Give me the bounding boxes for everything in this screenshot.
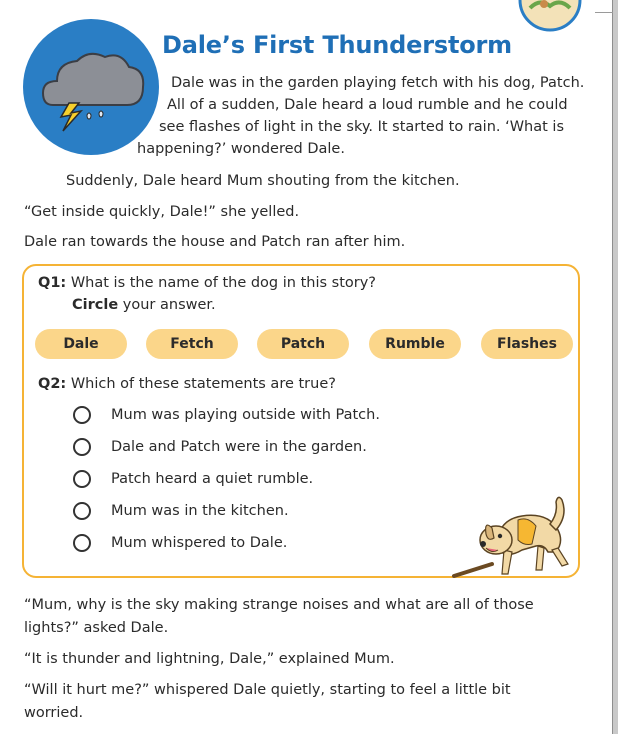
q1-label: Q1: bbox=[38, 275, 67, 291]
window-top-line bbox=[595, 12, 613, 13]
closing-line-1: “Mum, why is the sky making strange noises and what are all of those bbox=[24, 597, 534, 613]
q2-label: Q2: bbox=[38, 376, 67, 392]
answer-option-flashes[interactable]: Flashes bbox=[481, 329, 573, 359]
closing-line-4: “Will it hurt me?” whispered Dale quietly, starting to feel a little bit bbox=[24, 682, 511, 698]
paragraph-2: “Get inside quickly, Dale!” she yelled. bbox=[24, 204, 300, 220]
q2-option-2[interactable] bbox=[73, 435, 367, 459]
answer-option-patch[interactable]: Patch bbox=[257, 329, 349, 359]
q1-instruction-rest: your answer. bbox=[122, 297, 216, 313]
q2-option-label: Mum was playing outside with Patch. bbox=[111, 407, 380, 423]
page-title: Dale’s First Thunderstorm bbox=[162, 31, 512, 59]
q2-option-label: Dale and Patch were in the garden. bbox=[111, 439, 367, 455]
q2-option-label: Mum whispered to Dale. bbox=[111, 535, 288, 551]
radio-button[interactable] bbox=[73, 438, 91, 456]
storm-circle bbox=[23, 19, 159, 155]
radio-button[interactable] bbox=[73, 534, 91, 552]
paragraph-1: Suddenly, Dale heard Mum shouting from the kitchen. bbox=[66, 173, 460, 189]
stick-icon bbox=[454, 564, 492, 576]
radio-button[interactable] bbox=[73, 470, 91, 488]
dog-illustration bbox=[452, 490, 576, 586]
q2-option-3[interactable] bbox=[73, 467, 313, 491]
q2-option-5[interactable] bbox=[73, 531, 287, 555]
intro-line-1: Dale was in the garden playing fetch with his dog, Patch. bbox=[171, 75, 585, 91]
window-edge-line bbox=[612, 0, 613, 734]
answer-option-dale[interactable]: Dale bbox=[35, 329, 127, 359]
q1-instruction bbox=[72, 295, 216, 315]
intro-line-3: see flashes of light in the sky. It started to rain. ‘What is bbox=[159, 119, 565, 135]
answer-option-rumble[interactable]: Rumble bbox=[369, 329, 461, 359]
paragraph-3: Dale ran towards the house and Patch ran after him. bbox=[24, 234, 406, 250]
window-edge bbox=[613, 0, 618, 734]
badge-illustration bbox=[518, 0, 582, 34]
q2-text: Which of these statements are true? bbox=[70, 376, 336, 392]
storm-cloud-icon bbox=[23, 19, 159, 155]
q2-option-label: Mum was in the kitchen. bbox=[111, 503, 289, 519]
answer-option-fetch[interactable]: Fetch bbox=[146, 329, 238, 359]
closing-line-5: worried. bbox=[24, 705, 84, 721]
q2-option-4[interactable] bbox=[73, 499, 289, 523]
q2-option-1[interactable] bbox=[73, 403, 380, 427]
closing-line-2: lights?” asked Dale. bbox=[24, 620, 169, 636]
intro-line-4: happening?’ wondered Dale. bbox=[137, 141, 345, 157]
radio-button[interactable] bbox=[73, 502, 91, 520]
radio-button[interactable] bbox=[73, 406, 91, 424]
q1-text: What is the name of the dog in this story? bbox=[70, 275, 376, 291]
q2-question bbox=[38, 374, 336, 394]
q1-question bbox=[38, 273, 376, 293]
q1-instruction-bold: Circle bbox=[72, 297, 119, 313]
closing-line-3: “It is thunder and lightning, Dale,” explained Mum. bbox=[24, 651, 395, 667]
intro-line-2: All of a sudden, Dale heard a loud rumble and he could bbox=[167, 97, 568, 113]
q2-option-label: Patch heard a quiet rumble. bbox=[111, 471, 314, 487]
